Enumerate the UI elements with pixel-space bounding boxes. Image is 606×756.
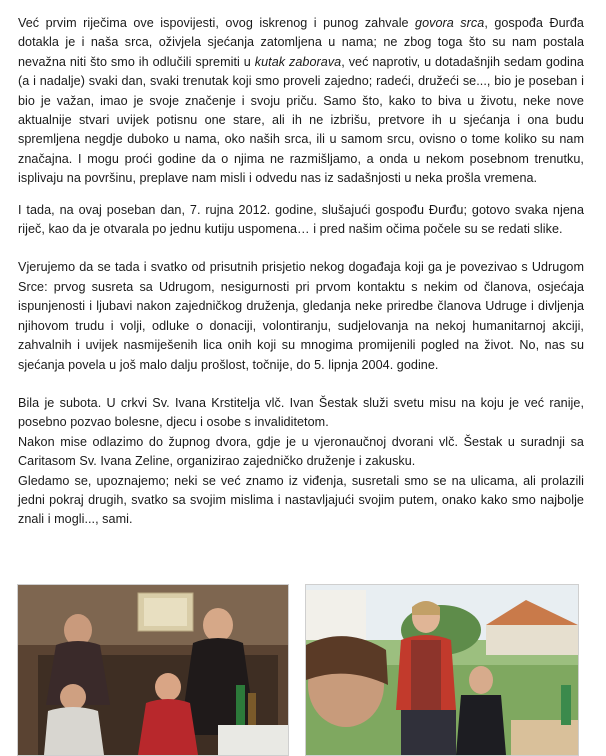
photo-gathering-hall (17, 584, 289, 756)
paragraph-5: Nakon mise odlazimo do župnog dvora, gdje je u vjeronaučnoj dvorani vlč. Šestak u suradnji sa Caritasom Sv. Ivana Zeline, organizirao zajedničko druženje i zakusku. (18, 434, 584, 469)
paragraph-1-part-e: , već naprotiv, u dotadašnjih sedam godina (a i nadalje) svaki dan, svaki trenutak koji smo proveli zajedno; radeći, družeći se..., bio je poseban i bio je važan, imao je svoje značenje i svoju priču. Samo što, kako to biva u životu, neke nove aktualnije stvari uvijek potisnu one stare, ali ih ne izbrišu, pretvore ih u sjećanja i ona budu spremljena negdje duboko u nama, oko naših srca, ili u samom srcu, ovisno o tome koliko su nam značajna. I mogu proći godine da o njima ne razmišljamo, a onda u nekom posebnom trenutku, isplivaju na površinu, preplave nam misli i odvedu nas iz sadašnjosti u neka prošla vremena. (18, 54, 584, 186)
emphasis-kutak-zaborava: kutak zaborava (254, 54, 342, 69)
photo-outdoor-garden (305, 584, 579, 756)
paragraph-4: Bila je subota. U crkvi Sv. Ivana Krstitelja vlč. Ivan Šestak služi svetu misu na koju je već ranije, posebno pozvao bolesne, djecu i osobe s invaliditetom. (18, 395, 584, 430)
paragraph-2: I tada, na ovaj poseban dan, 7. rujna 2012. godine, slušajući gospođu Đurđu; gotovo svaka njena riječ, kao da je otvarala po jednu kutiju uspomena… i pred našim očima počele su se redati slike. (18, 202, 584, 237)
document-body (18, 14, 584, 530)
emphasis-govora-srca: govora srca (415, 16, 485, 30)
paragraph-1-part-a: Već prvim riječima ove ispovijesti, ovog iskrenog i punog zahvale (18, 16, 416, 30)
paragraph-3: Vjerujemo da se tada i svatko od prisutnih prisjetio nekog događaja koji ga je povezivao s Udrugom Srce: prvog susreta sa Udrugom, nesigurnosti pri prvom kontaktu s nekim od članova, osjećaja ispunjenosti i ljubavi nakon zajedničkog druženja, gledanja neke priredbe članova Udruge i divljenja njihovom trudu i volji, odluke o donaciji, volontiranju, sudjelovanja na nekoj humanitarnoj akciji, zahvalnih i uvijek nasmiješenih lica onih koji su mnogima promijenili pogled na život. No, nas su sjećanja povela u još malo dalju prošlost, točnije, do 5. lipnja 2004. godine. (18, 260, 584, 372)
paragraph-6: Gledamo se, upoznajemo; neki se već znamo iz viđenja, susretali smo se na ulicama, ali prolazili jedni pokraj drugih, svatko sa svojim mislima i nastavljajući svojim putem, onako kako smo najbolje znali i mogli..., sami. (18, 473, 584, 527)
paragraph-1-part-c: , gospođa Đurđa dotakla je i naša srca, oživjela sjećanja zatomljena u nama; ne zbog toga što su nam postala nevažna niti što smo ih odlučili spremiti u (18, 16, 584, 69)
paragraph-1 (18, 14, 584, 189)
